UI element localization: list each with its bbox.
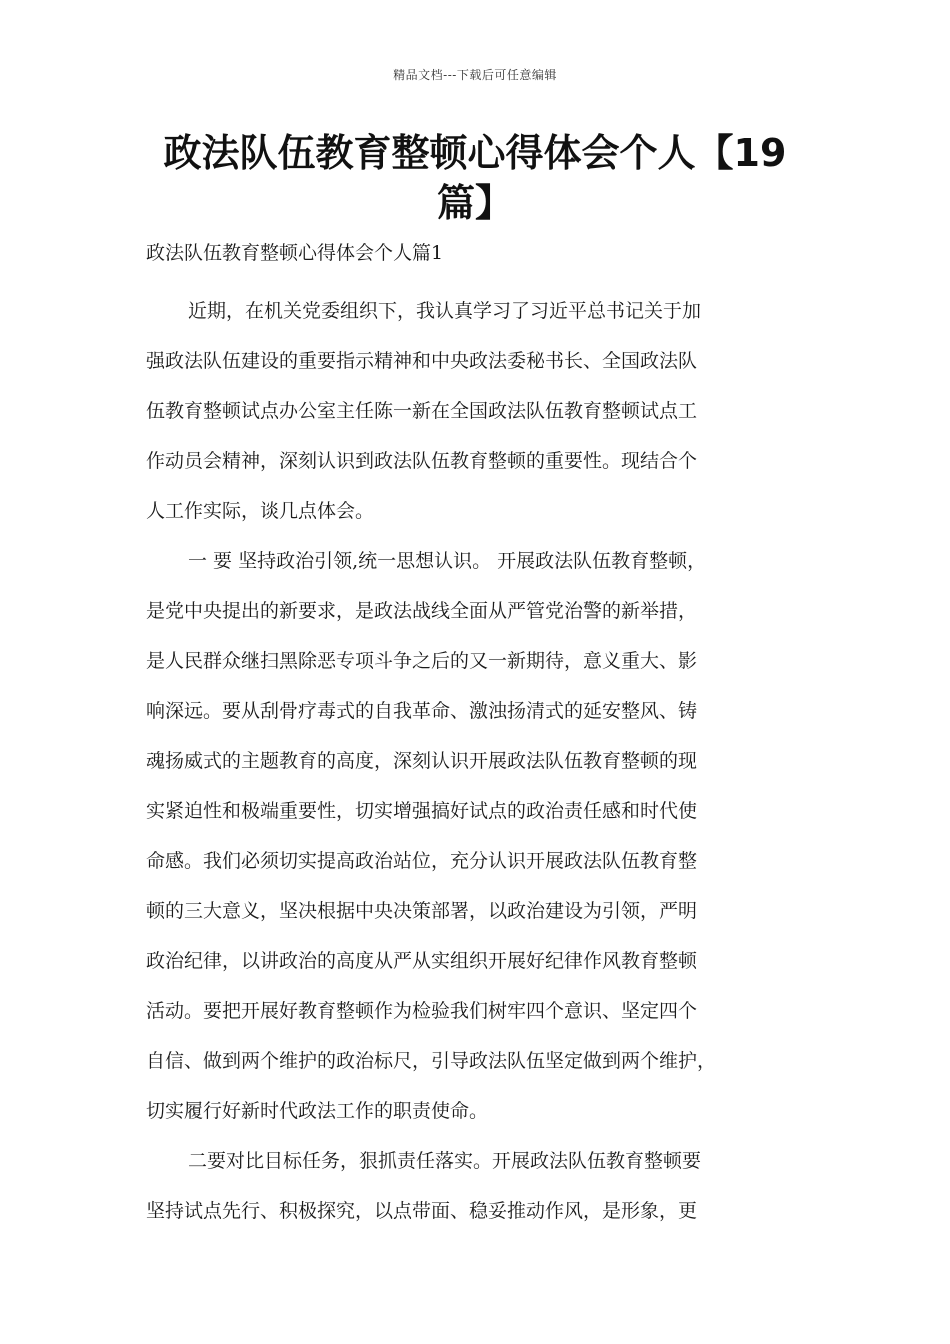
page-header: 精品文档---下载后可任意编辑 <box>393 68 557 82</box>
section-heading: 政法队伍教育整顿心得体会个人篇1 <box>146 242 444 264</box>
paragraph-line: 命感。我们必须切实提高政治站位，充分认识开展政法队伍教育整 <box>146 850 698 872</box>
paragraph-line: 近期，在机关党委组织下，我认真学习了习近平总书记关于加 <box>188 300 702 322</box>
paragraph-line: 人工作实际，谈几点体会。 <box>146 500 375 522</box>
paragraph-line: 自信、做到两个维护的政治标尺，引导政法队伍坚定做到两个维护， <box>146 1050 717 1072</box>
paragraph-line: 政治纪律，以讲政治的高度从严从实组织开展好纪律作风教育整顿 <box>146 950 698 972</box>
paragraph-line: 是党中央提出的新要求，是政法战线全面从严管党治警的新举措， <box>146 600 698 622</box>
document-title-line-2: 篇】 <box>436 181 513 225</box>
paragraph-line: 响深远。要从刮骨疗毒式的自我革命、激浊扬清式的延安整风、铸 <box>146 700 698 722</box>
document-body <box>146 236 814 1236</box>
paragraph-2 <box>146 536 814 1136</box>
paragraph-line: 顿的三大意义，坚决根据中央决策部署，以政治建设为引领，严明 <box>146 900 698 922</box>
paragraph-line: 切实履行好新时代政法工作的职责使命。 <box>146 1100 489 1122</box>
paragraph-line: 是人民群众继扫黑除恶专项斗争之后的又一新期待，意义重大、影 <box>146 650 698 672</box>
document-title <box>120 128 830 228</box>
paragraph-line: 活动。要把开展好教育整顿作为检验我们树牢四个意识、坚定四个 <box>146 1000 698 1022</box>
paragraph-1 <box>146 286 814 536</box>
paragraph-line: 作动员会精神，深刻认识到政法队伍教育整顿的重要性。现结合个 <box>146 450 698 472</box>
paragraph-3 <box>146 1136 814 1236</box>
paragraph-line: 实紧迫性和极端重要性，切实增强搞好试点的政治责任感和时代使 <box>146 800 698 822</box>
paragraph-line: 一 要 坚持政治引领,统一思想认识。 开展政法队伍教育整顿， <box>188 550 707 572</box>
paragraph-line: 坚持试点先行、积极探究，以点带面、稳妥推动作风，是形象，更 <box>146 1200 698 1222</box>
paragraph-line: 二要对比目标任务，狠抓责任落实。开展政法队伍教育整顿要 <box>188 1150 702 1172</box>
paragraph-line: 伍教育整顿试点办公室主任陈一新在全国政法队伍教育整顿试点工 <box>146 400 698 422</box>
paragraph-line: 强政法队伍建设的重要指示精神和中央政法委秘书长、全国政法队 <box>146 350 698 372</box>
paragraph-line: 魂扬威式的主题教育的高度，深刻认识开展政法队伍教育整顿的现 <box>146 750 698 772</box>
document-title-line-1: 政法队伍教育整顿心得体会个人【19 <box>163 131 787 175</box>
